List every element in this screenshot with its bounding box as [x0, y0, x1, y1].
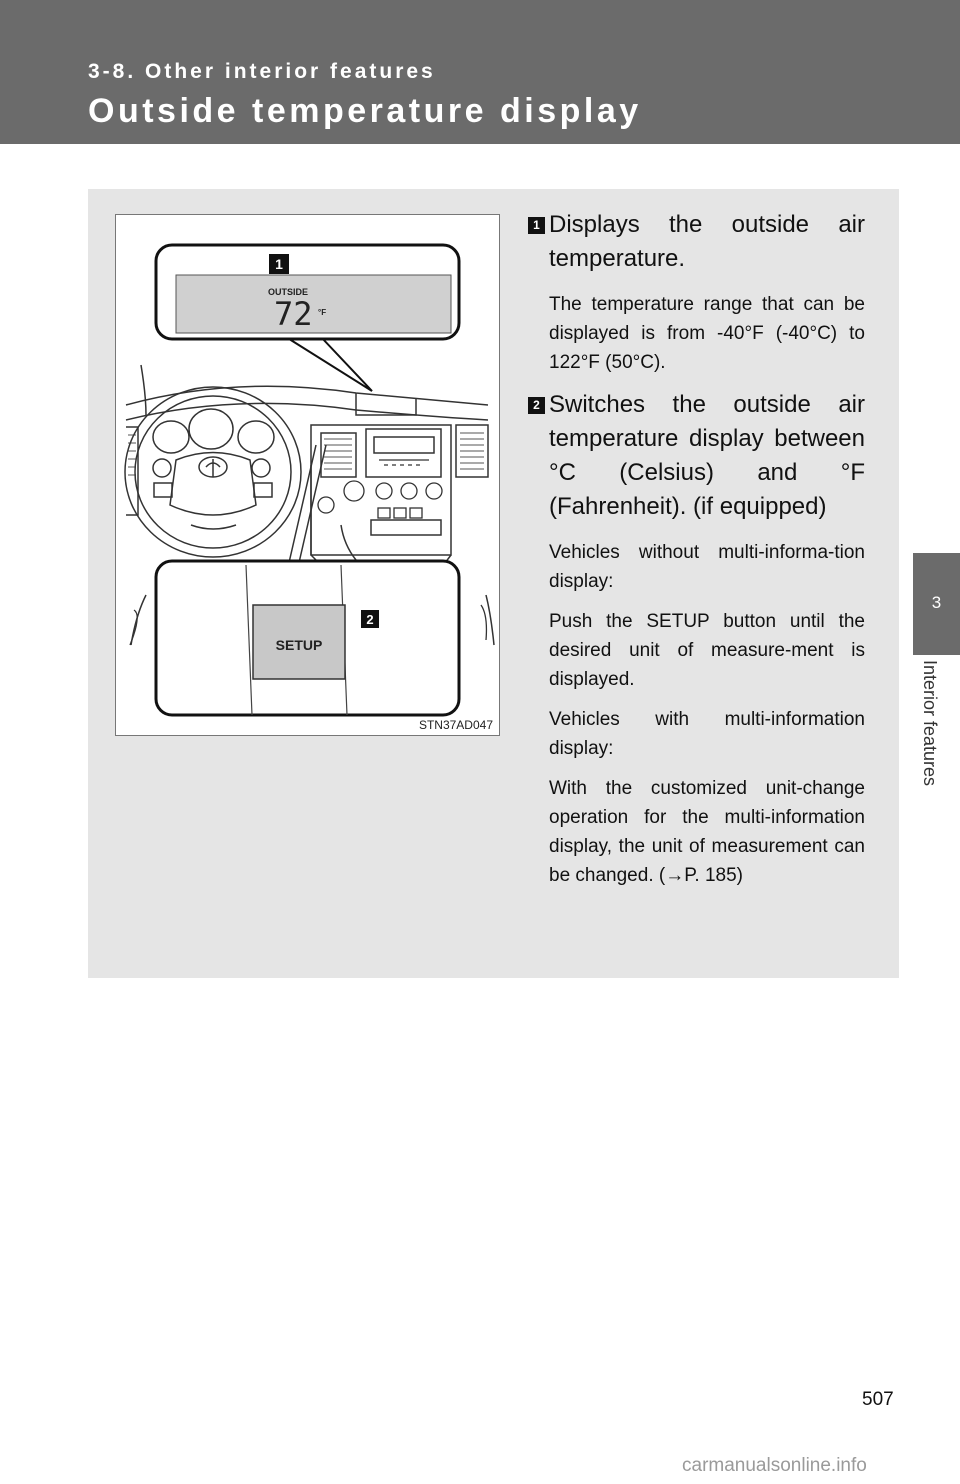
callout-pointer-1 [286, 337, 372, 391]
item-paragraph: Push the SETUP button until the desired unit of measure-ment is displayed. [549, 611, 865, 690]
display-screen [176, 275, 451, 333]
page-header [0, 0, 960, 144]
page-number: 507 [862, 1389, 894, 1410]
callout-2-number: 2 [366, 612, 374, 627]
item-title: Displays the outside air temperature. [549, 211, 865, 272]
item-list [528, 208, 865, 901]
steering-wheel [125, 365, 301, 557]
list-item [528, 208, 865, 377]
item-paragraph: The temperature range that can be displayed is from -40°F (-40°C) to 122°F (50°C). [549, 294, 865, 373]
figure-code: STN37AD047 [418, 718, 493, 732]
item-marker-1: 1 [528, 217, 545, 234]
vent-lines [128, 433, 484, 475]
chapter-tab[interactable] [913, 553, 960, 655]
item-title: Switches the outside air temperature display between °C (Celsius) and °F (Fahrenheit). (if equipped) [549, 391, 865, 520]
section-label: 3-8. Other interior features [88, 60, 436, 83]
chapter-number: 3 [931, 593, 942, 612]
item-marker-2: 2 [528, 397, 545, 414]
dashboard-drawing [116, 215, 501, 737]
item-body [549, 538, 865, 890]
callout-1-number: 1 [275, 256, 283, 272]
item-paragraph: Vehicles without multi-informa-tion display: [549, 542, 865, 592]
item-body [549, 290, 865, 377]
list-item [528, 388, 865, 890]
page-title: Outside temperature display [88, 92, 642, 130]
watermark[interactable]: carmanualsonline.info [682, 1455, 867, 1476]
chapter-label: Interior features [920, 660, 940, 787]
item-paragraph: With the customized unit-change operation for the multi-information display, the unit of measurement can be changed. (→P. 185) [549, 778, 865, 886]
item-paragraph: Vehicles with multi-information display: [549, 709, 865, 759]
display-label: OUTSIDE [268, 287, 309, 297]
dashboard-illustration [115, 214, 500, 736]
display-value: 72 [274, 295, 313, 333]
display-unit: °F [318, 308, 327, 317]
setup-button-label: SETUP [275, 637, 323, 653]
